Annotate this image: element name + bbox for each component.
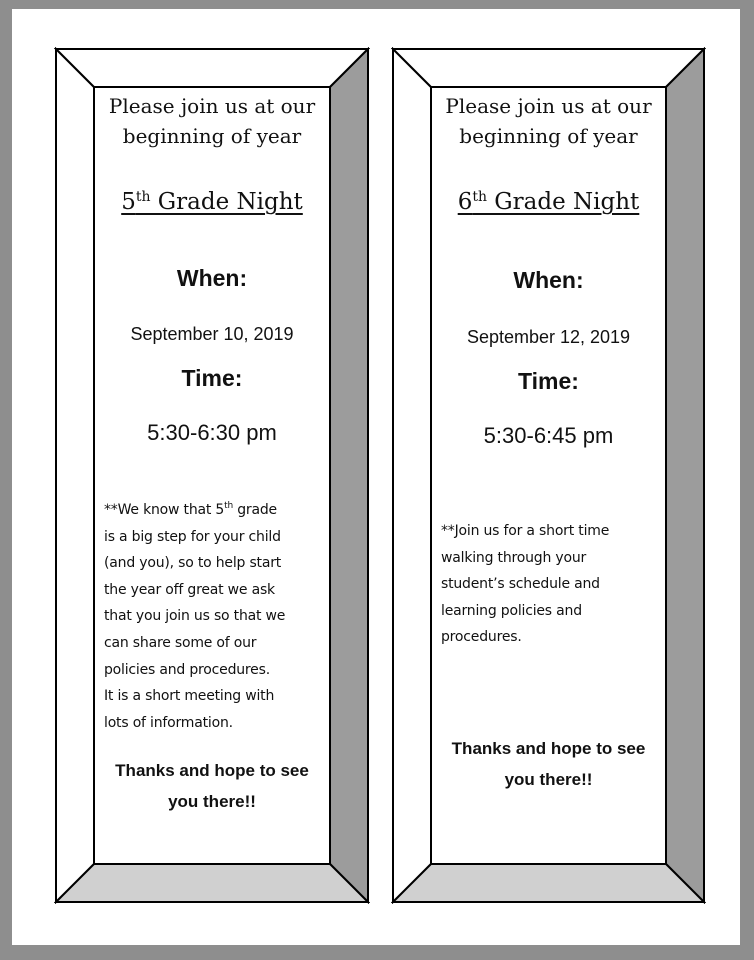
closing-line-2: you there!! xyxy=(168,792,256,811)
description-line: policies and procedures. xyxy=(104,661,270,678)
flyer-content xyxy=(431,87,666,864)
time-label: Time: xyxy=(518,368,579,394)
description-line: student’s schedule and xyxy=(441,576,600,593)
description-line: learning policies and xyxy=(441,602,582,619)
description-line: is a big step for your child xyxy=(104,528,281,545)
description-line: (and you), so to help start xyxy=(104,555,282,572)
invite-line-2: beginning of year xyxy=(459,124,638,148)
event-title: 6th Grade Night xyxy=(457,189,640,215)
event-title: 5th Grade Night xyxy=(121,189,303,215)
flyer-6th-grade xyxy=(391,47,706,904)
invite-line-1: Please join us at our xyxy=(445,94,652,118)
flyer-5th-grade xyxy=(54,47,370,904)
event-date: September 10, 2019 xyxy=(130,324,294,344)
description-line: the year off great we ask xyxy=(104,581,275,598)
description-line: walking through your xyxy=(441,549,587,566)
description-line: It is a short meeting with xyxy=(104,688,275,705)
closing-line-1: Thanks and hope to see xyxy=(115,761,309,780)
when-label: When: xyxy=(176,265,248,291)
closing-message xyxy=(431,733,666,795)
closing-line-2: you there!! xyxy=(504,770,593,789)
closing-message xyxy=(94,755,330,817)
description xyxy=(104,493,324,736)
description xyxy=(441,518,660,651)
when-label: When: xyxy=(513,267,584,293)
description-line: procedures. xyxy=(441,629,522,646)
description-line: can share some of our xyxy=(104,634,257,651)
event-date: September 12, 2019 xyxy=(466,327,631,347)
event-time: 5:30-6:45 pm xyxy=(483,423,614,448)
time-label: Time: xyxy=(181,365,243,391)
description-line: **Join us for a short time xyxy=(441,523,610,539)
invite-line-1: Please join us at our xyxy=(108,94,316,118)
invite-line-2: beginning of year xyxy=(122,124,302,148)
flyer-content xyxy=(94,87,330,864)
description-line: lots of information. xyxy=(104,714,233,731)
flyer-page xyxy=(12,9,740,945)
event-time: 5:30-6:30 pm xyxy=(147,420,277,445)
description-line: that you join us so that we xyxy=(104,608,286,625)
description-line: **We know that 5th grade xyxy=(104,501,277,518)
closing-line-1: Thanks and hope to see xyxy=(451,739,646,758)
